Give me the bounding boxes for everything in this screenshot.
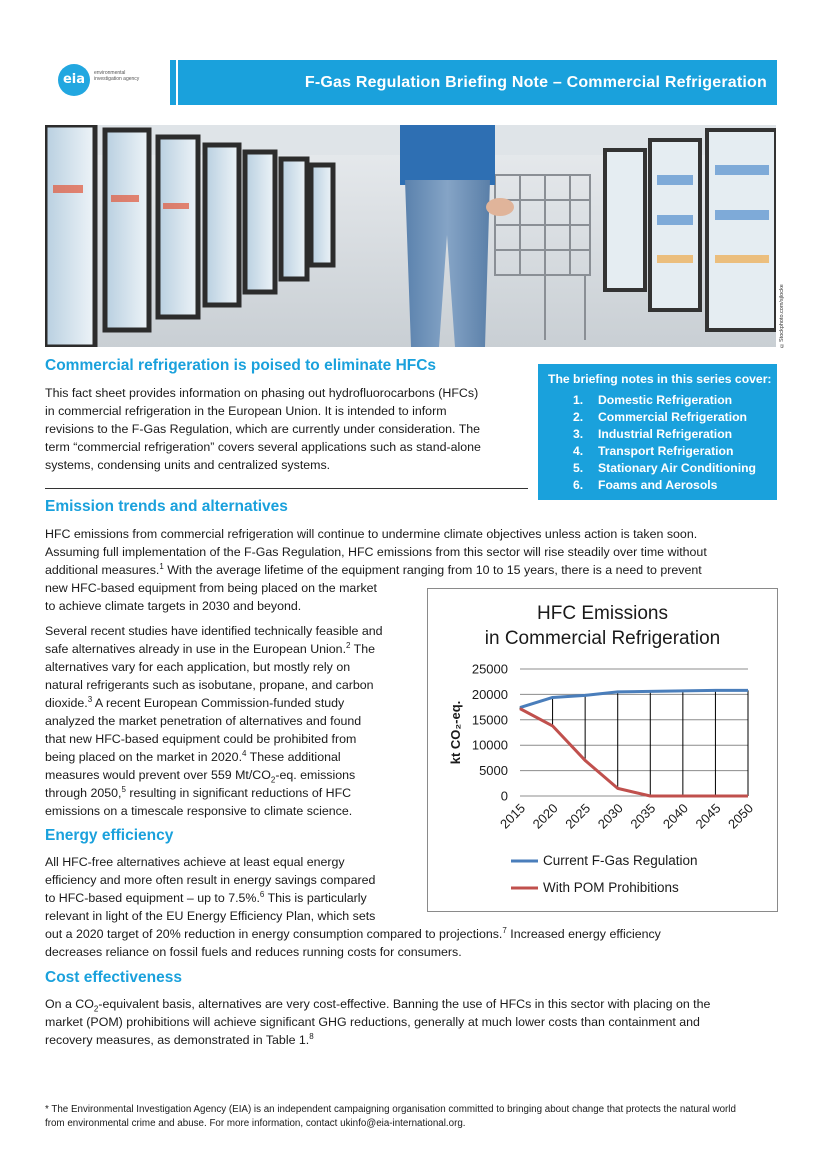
footer-note-line: * The Environmental Investigation Agency (EIA) is an independent campaigning organisation committed to bringing about change that protects the natural world: [45, 1104, 736, 1115]
intro-line: This fact sheet provides information on phasing out hydrofluorocarbons (HFCs): [45, 386, 479, 400]
eia-logo: [58, 64, 138, 96]
text-line: HFC emissions from commercial refrigeration will continue to undermine climate objectives unless action is taken soon.: [45, 527, 698, 541]
series-title: The briefing notes in this series cover:: [548, 372, 772, 386]
text-line: measures would prevent over 559 $Mt/CO_2-eq$. emissions: [45, 768, 356, 785]
series-item-label: Stationary Air Conditioning: [598, 461, 756, 475]
series-item: [573, 409, 756, 426]
series-item-label: Foams and Aerosols: [598, 478, 718, 492]
series-item: [573, 477, 756, 494]
hero-image: [45, 125, 776, 347]
text-line: efficiency and more often result in energy savings compared: [45, 873, 376, 887]
text-line: being placed on the market in 2020.$^4$ These additional: [45, 748, 341, 764]
footnote-ref: 5: [121, 784, 126, 794]
text-line: natural refrigerants such as isobutane, propane, and carbon: [45, 678, 374, 692]
y-tick-label: 0: [500, 788, 508, 804]
text-line: emissions on a timescale responsive to climate science.: [45, 804, 353, 818]
text-line: decreases reliance on fossil fuels and reduces running costs for consumers.: [45, 945, 462, 959]
series-item-number: 4.: [573, 444, 584, 458]
y-tick-label: 5000: [479, 763, 508, 779]
hfc-emissions-chart: [427, 588, 778, 912]
subscript: 2: [270, 775, 276, 785]
heading-emission-trends: Emission trends and alternatives: [45, 498, 288, 515]
text-line: safe alternatives already in use in the European Union.$^2$ The: [45, 640, 376, 656]
footnote-ref: 1: [159, 561, 164, 571]
supermarket-aisle-photo: [45, 125, 776, 347]
x-tick-label: 2045: [692, 800, 724, 832]
heading-commercial-refrigeration: Commercial refrigeration is poised to eliminate HFCs: [45, 357, 437, 374]
y-axis-label: kt CO₂-eq.: [448, 700, 463, 765]
text-line: On a $CO_2$-equivalent basis, alternatives are very cost-effective. Banning the use of HFCs in this sector with placing on the: [45, 997, 711, 1014]
page-title: F-Gas Regulation Briefing Note – Commercial Refrigeration: [304, 74, 767, 91]
text-line: through 2050,$^5$ resulting in significant reductions of HFC: [45, 784, 352, 800]
series-item-number: 6.: [573, 478, 584, 492]
chart-title-line-1: HFC Emissions: [537, 603, 668, 624]
legend-label: Current F-Gas Regulation: [543, 853, 698, 868]
text-line: that new HFC-based equipment could be prohibited from: [45, 732, 357, 746]
x-tick-label: 2015: [497, 800, 529, 832]
series-item-label: Domestic Refrigeration: [598, 393, 733, 407]
series-line: [520, 709, 748, 796]
text-line: dioxide.$^3$ A recent European Commission-funded study: [45, 694, 345, 710]
cost-paragraph: [45, 995, 785, 1049]
footer-note: [45, 1103, 790, 1131]
intro-line: revisions to the F-Gas Regulation, which are currently under consideration. The: [45, 422, 481, 436]
eia-logo-mark: eia: [58, 64, 90, 96]
series-item-number: 5.: [573, 461, 584, 475]
text-line: to achieve climate targets in 2030 and beyond.: [45, 599, 302, 613]
series-line: [520, 690, 748, 707]
text-line: analyzed the market penetration of alternatives and found: [45, 714, 362, 728]
text-line: Several recent studies have identified technically feasible and: [45, 624, 383, 638]
intro-line: in commercial refrigeration in the European Union. It is intended to inform: [45, 404, 447, 418]
footnote-ref: 6: [259, 889, 265, 899]
series-item: [573, 443, 756, 460]
series-item-number: 3.: [573, 427, 584, 441]
series-list: [573, 392, 756, 494]
text-line: relevant in light of the EU Energy Efficiency Plan, which sets: [45, 909, 376, 923]
series-item-label: Transport Refrigeration: [598, 444, 734, 458]
text-line: out a 2020 target of 20% reduction in energy consumption compared to projections.$^7$ Increased energy efficiency: [45, 925, 661, 941]
series-item: [573, 426, 756, 443]
series-item: [573, 392, 756, 409]
section-divider: [45, 488, 528, 489]
heading-cost-effectiveness: Cost effectiveness: [45, 969, 182, 986]
intro-line: systems, condensing units and centralized systems.: [45, 458, 331, 472]
chart-plot: [428, 589, 777, 911]
text-line: to HFC-based equipment – up to 7.5%.$^6$ This is particularly: [45, 889, 367, 905]
eia-logo-caption: environmental investigation agency: [94, 70, 140, 82]
series-item: [573, 460, 756, 477]
x-tick-label: 2025: [562, 800, 594, 832]
text-line: alternatives vary for each application, but mostly rely on: [45, 660, 351, 674]
x-tick-label: 2030: [594, 800, 626, 832]
series-sidebar-box: [538, 364, 777, 500]
footnote-ref: 7: [502, 925, 507, 935]
text-line: recovery measures, as demonstrated in Table 1.$^8$: [45, 1031, 314, 1047]
footnote-ref: 3: [87, 694, 93, 704]
footnote-ref: 8: [309, 1031, 314, 1041]
series-item-number: 2.: [573, 410, 584, 424]
chart-title-line-2: in Commercial Refrigeration: [484, 628, 721, 649]
header-bar: [170, 60, 777, 105]
y-tick-label: 20000: [471, 686, 508, 702]
photo-credit: ©Stockphoto.com/sjlocke: [779, 284, 785, 348]
text-line: new HFC-based equipment from being placed on the market: [45, 581, 377, 595]
footer-note-line: from environmental crime and abuse. For more information, contact ukinfo@eia-international.org.: [45, 1118, 466, 1129]
intro-paragraph: [45, 384, 530, 474]
series-item-number: 1.: [573, 393, 584, 407]
x-tick-label: 2020: [529, 800, 561, 832]
x-tick-label: 2050: [725, 800, 757, 832]
text-line: additional measures.$^1$ With the average lifetime of the equipment ranging from 10 to 15 years, there is a need to prevent: [45, 561, 702, 577]
y-tick-label: 25000: [471, 661, 508, 677]
intro-line: term “commercial refrigeration” covers several applications such as stand-alone: [45, 440, 481, 454]
y-tick-label: 10000: [471, 737, 508, 753]
heading-energy-efficiency: Energy efficiency: [45, 827, 174, 844]
x-tick-label: 2040: [659, 800, 691, 832]
legend-label: With POM Prohibitions: [543, 880, 679, 895]
text-line: All HFC-free alternatives achieve at least equal energy: [45, 855, 345, 869]
y-tick-label: 15000: [471, 712, 508, 728]
emission-paragraph-2: [45, 622, 425, 820]
text-line: Assuming full implementation of the F-Gas Regulation, HFC emissions from this sector will rise steadily over time without: [45, 545, 707, 559]
series-item-label: Commercial Refrigeration: [598, 410, 747, 424]
footnote-ref: 2: [346, 640, 351, 650]
series-item-label: Industrial Refrigeration: [598, 427, 733, 441]
text-line: market (POM) prohibitions will achieve significant GHG reductions, generally at much lower costs than containment and: [45, 1015, 700, 1029]
subscript: 2: [93, 1004, 99, 1014]
x-tick-label: 2035: [627, 800, 659, 832]
footnote-ref: 4: [242, 748, 247, 758]
